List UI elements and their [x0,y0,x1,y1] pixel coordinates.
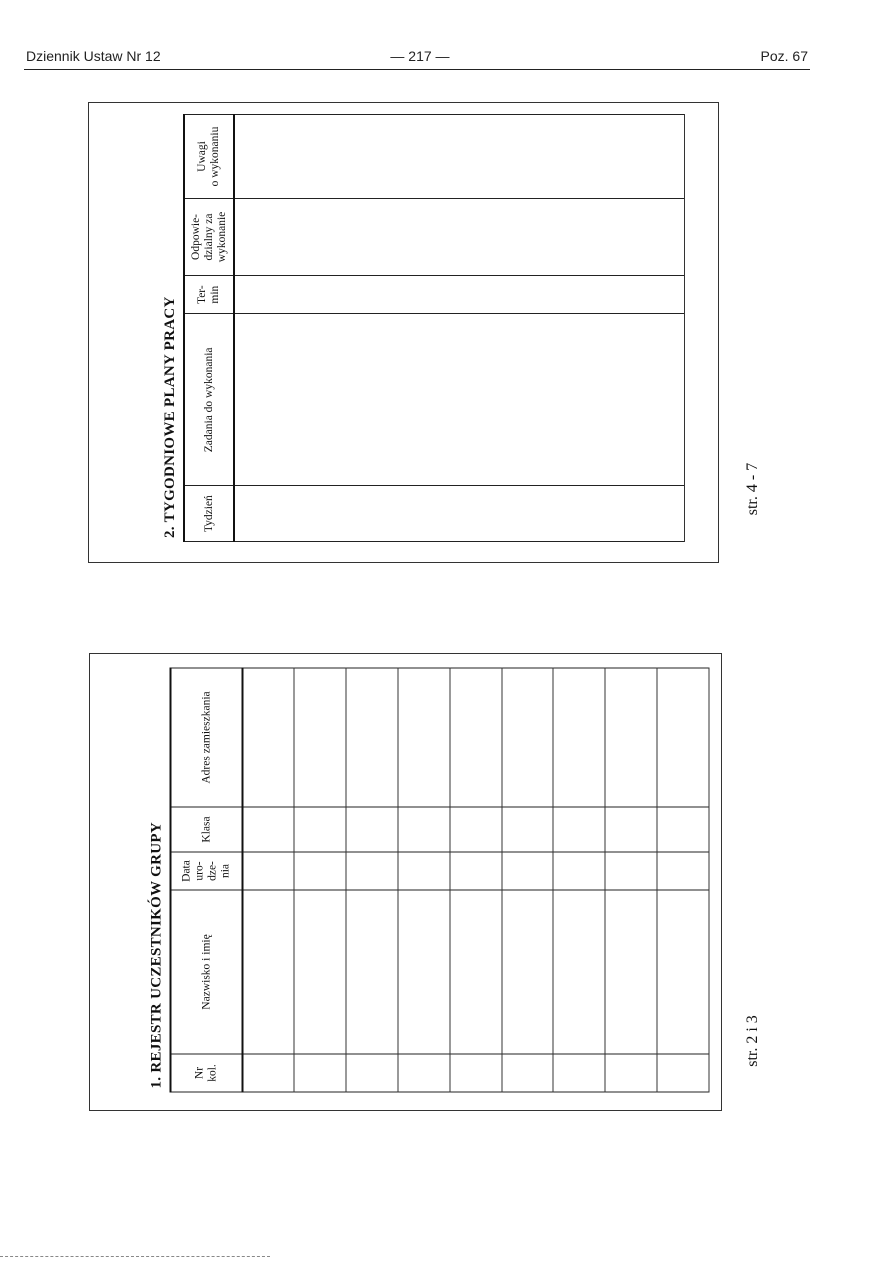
cell[interactable] [502,807,554,852]
page-number: — 217 — [390,48,450,64]
cell[interactable] [657,807,709,852]
col-birth-date: Data uro- dze- nia [171,852,243,890]
col-number: Nr kol. [171,1054,243,1092]
cell[interactable] [243,852,295,890]
cell[interactable] [234,115,684,199]
cell[interactable] [398,807,450,852]
col-name: Nazwisko i imię [171,890,243,1054]
cell[interactable] [657,890,709,1054]
col-class: Klasa [171,807,243,852]
header-rule [24,69,810,70]
participant-register-title: 1. REJESTR UCZESTNIKÓW GRUPY [148,821,165,1089]
cell[interactable] [243,1054,295,1092]
cell[interactable] [502,668,554,807]
cell[interactable] [450,890,502,1054]
table-row [234,115,684,542]
cell[interactable] [234,314,684,486]
cell[interactable] [553,668,605,807]
cell[interactable] [605,668,657,807]
cell[interactable] [346,668,398,807]
cell[interactable] [553,852,605,890]
cell[interactable] [657,668,709,807]
cell[interactable] [605,1054,657,1092]
table-row [502,668,554,1092]
table-row [657,668,709,1092]
page-reference-top: str. 4 - 7 [744,462,761,516]
weekly-plans-table [183,114,685,542]
col-week: Tydzień [184,486,234,542]
col-remarks: Uwagi o wykonaniu [184,115,234,199]
cell[interactable] [502,1054,554,1092]
cell[interactable] [243,807,295,852]
cell[interactable] [450,668,502,807]
cell[interactable] [294,1054,346,1092]
footer-line [0,1256,270,1258]
cell[interactable] [294,890,346,1054]
cell[interactable] [502,852,554,890]
table-row [605,668,657,1092]
table-row [398,668,450,1092]
participant-register-table [170,668,710,1093]
col-deadline: Ter- min [184,275,234,313]
cell[interactable] [553,807,605,852]
cell[interactable] [234,486,684,542]
cell[interactable] [294,852,346,890]
col-address: Adres zamieszkania [171,668,243,807]
cell[interactable] [346,1054,398,1092]
participant-register-form [90,655,721,1111]
cell[interactable] [346,890,398,1054]
table-row [450,668,502,1092]
cell[interactable] [346,852,398,890]
cell[interactable] [657,1054,709,1092]
col-tasks: Zadania do wykonania [184,314,234,486]
weekly-plans-panel [88,102,719,563]
cell[interactable] [243,668,295,807]
cell[interactable] [234,275,684,313]
cell[interactable] [450,852,502,890]
cell[interactable] [605,852,657,890]
cell[interactable] [605,890,657,1054]
publication-name: Dziennik Ustaw Nr 12 [26,48,161,64]
table-row [346,668,398,1092]
cell[interactable] [450,1054,502,1092]
position-number: Poz. 67 [760,48,808,64]
cell[interactable] [243,890,295,1054]
weekly-plans-form [89,103,718,562]
cell[interactable] [398,890,450,1054]
weekly-plans-title: 2. TYGODNIOWE PLANY PRACY [162,296,178,538]
cell[interactable] [605,807,657,852]
cell[interactable] [450,807,502,852]
page-reference-bottom: str. 2 i 3 [744,1015,761,1067]
cell[interactable] [657,852,709,890]
col-responsible: Odpowie- dzialny za wykonanie [184,199,234,276]
participant-register-panel [89,653,722,1111]
cell[interactable] [398,1054,450,1092]
cell[interactable] [553,1054,605,1092]
table-row [294,668,346,1092]
cell[interactable] [553,890,605,1054]
table-row [243,668,295,1092]
cell[interactable] [234,199,684,276]
cell[interactable] [502,890,554,1054]
cell[interactable] [398,852,450,890]
table-row [553,668,605,1092]
cell[interactable] [294,807,346,852]
cell[interactable] [294,668,346,807]
cell[interactable] [346,807,398,852]
cell[interactable] [398,668,450,807]
